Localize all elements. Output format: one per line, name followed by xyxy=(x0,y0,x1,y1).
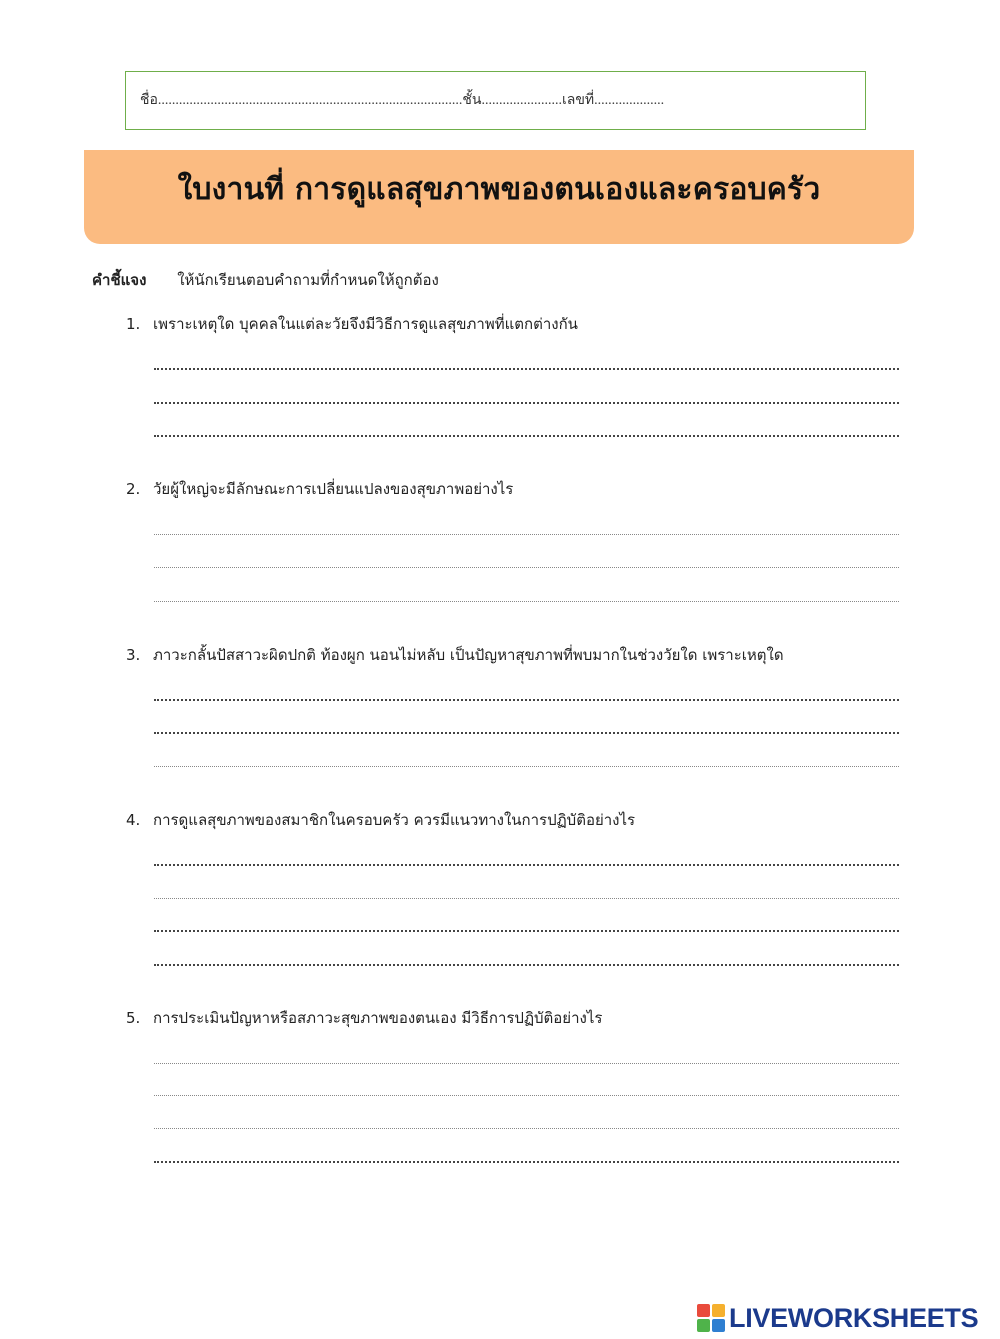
answer-line[interactable] xyxy=(154,732,899,734)
question-5 xyxy=(126,1007,901,1029)
question-text: ภาวะกลั้นปัสสาวะผิดปกติ ท้องผูก นอนไม่หลับ เป็นปัญหาสุขภาพที่พบมากในช่วงวัยใด เพราะเหตุใด xyxy=(153,646,784,664)
question-text: การประเมินปัญหาหรือสภาวะสุขภาพของตนเอง มีวิธีการปฏิบัติอย่างไร xyxy=(153,1009,603,1027)
logo-text: LIVEWORKSHEETS xyxy=(729,1302,979,1333)
answer-line[interactable] xyxy=(154,601,899,602)
question-text: เพราะเหตุใด บุคคลในแต่ละวัยจึงมีวิธีการดูแลสุขภาพที่แตกต่างกัน xyxy=(153,315,578,333)
answer-line[interactable] xyxy=(154,402,899,404)
answer-line[interactable] xyxy=(154,766,899,767)
answer-line[interactable] xyxy=(154,368,899,370)
answer-line[interactable] xyxy=(154,1128,899,1129)
title-banner xyxy=(84,150,914,244)
answer-line[interactable] xyxy=(154,567,899,568)
answer-line[interactable] xyxy=(154,1063,899,1064)
instructions-label: คำชี้แจง xyxy=(92,271,147,289)
question-number: 3. xyxy=(126,646,141,664)
question-1 xyxy=(126,313,901,335)
answer-line[interactable] xyxy=(154,1161,899,1163)
answer-line[interactable] xyxy=(154,435,899,437)
liveworksheets-logo xyxy=(697,1302,978,1334)
answer-line[interactable] xyxy=(154,864,899,866)
instructions-text: ให้นักเรียนตอบคำถามที่กำหนดให้ถูกต้อง xyxy=(177,271,439,289)
question-4 xyxy=(126,809,901,831)
answer-line[interactable] xyxy=(154,699,899,701)
question-number: 1. xyxy=(126,315,141,333)
question-number: 5. xyxy=(126,1009,141,1027)
question-text: การดูแลสุขภาพของสมาชิกในครอบครัว ควรมีแนวทางในการปฏิบัติอย่างไร xyxy=(153,811,636,829)
answer-line[interactable] xyxy=(154,1095,899,1096)
answer-line[interactable] xyxy=(154,964,899,966)
student-info-line[interactable]: ชื่อ.......................................................................................ชั้น.......................เลขที่.................... xyxy=(140,93,665,108)
answer-line[interactable] xyxy=(154,930,899,932)
student-info-box xyxy=(125,71,866,130)
instructions xyxy=(92,268,439,292)
question-text: วัยผู้ใหญ่จะมีลักษณะการเปลี่ยนแปลงของสุขภาพอย่างไร xyxy=(153,480,514,498)
question-number: 4. xyxy=(126,811,141,829)
question-2 xyxy=(126,478,901,500)
answer-line[interactable] xyxy=(154,898,899,899)
question-3 xyxy=(126,644,901,666)
question-number: 2. xyxy=(126,480,141,498)
answer-line[interactable] xyxy=(154,534,899,535)
worksheet-title: ใบงานที่ การดูแลสุขภาพของตนเองและครอบครัว xyxy=(177,172,821,207)
liveworksheets-logo-icon xyxy=(697,1304,725,1332)
